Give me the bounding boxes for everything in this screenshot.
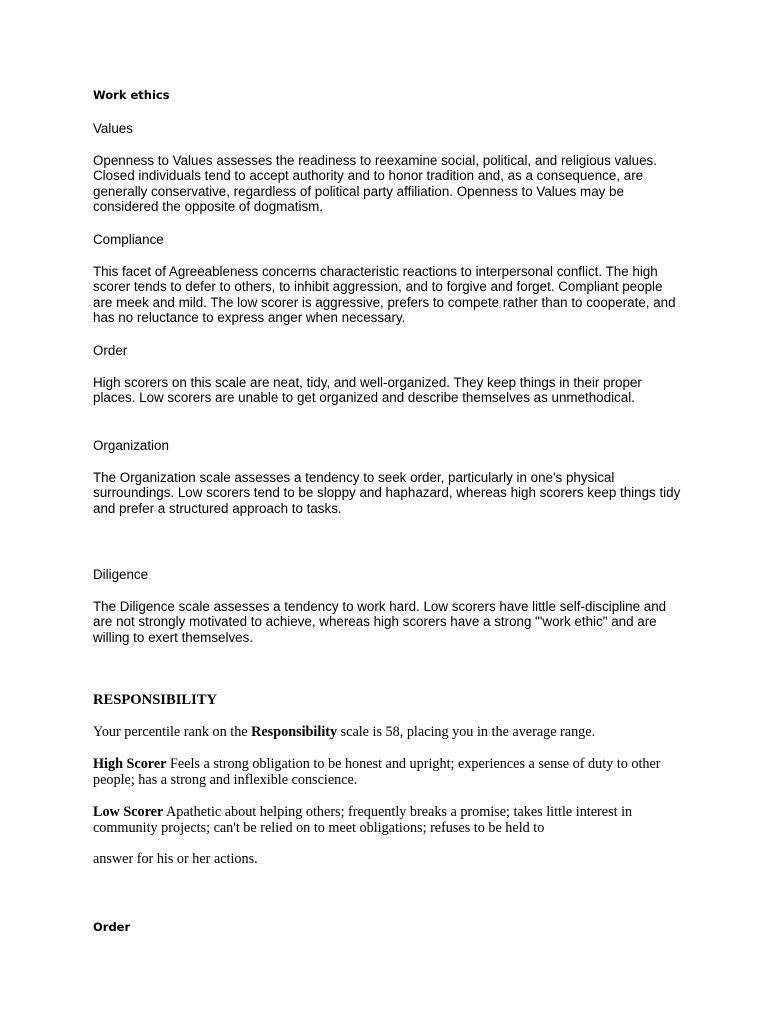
rank-prefix: Your percentile rank on the bbox=[93, 724, 252, 740]
diligence-heading: Diligence bbox=[93, 567, 149, 582]
diligence-paragraph: The Diligence scale assesses a tendency to work hard. Low scorers have little self-discipline and are not strongly motivated to achieve, whereas high scorers have a strong "'work ethic" and are willing to exert themselves. bbox=[93, 599, 667, 645]
rank-suffix: scale is 58, placing you in the average range. bbox=[337, 724, 596, 740]
high-scorer-label: High Scorer bbox=[93, 756, 167, 772]
order-paragraph: High scorers on this scale are neat, tidy, and well-organized. They keep things in their proper places. Low scorers are unable to get organized and describe themselves as unmethodical. bbox=[93, 375, 642, 406]
responsibility-heading: RESPONSIBILITY bbox=[93, 692, 218, 708]
high-scorer-paragraph bbox=[93, 757, 683, 789]
low-scorer-paragraph bbox=[93, 805, 683, 837]
organization-paragraph: The Organization scale assesses a tendency to seek order, particularly in one's physical surroundings. Low scorers tend to be sloppy and haphazard, whereas high scorers keep things tidy and prefer a structured approach to tasks. bbox=[93, 470, 681, 516]
organization-heading: Organization bbox=[93, 438, 169, 453]
order-heading-2: Order bbox=[93, 920, 131, 934]
document-title: Work ethics bbox=[93, 88, 170, 102]
values-paragraph: Openness to Values assesses the readiness to reexamine social, political, and religious values. Closed individuals tend to accept authority and to honor tradition and, as a consequence, are generally conservative, regardless of political party affiliation. Openness to Values may be considered the opposite of dogmatism. bbox=[93, 153, 657, 215]
compliance-heading: Compliance bbox=[93, 232, 164, 247]
compliance-paragraph: This facet of Agreeableness concerns characteristic reactions to interpersonal conflict. The high scorer tends to defer to others, to inhibit aggression, and to forgive and forget. Compliant people are meek and mild. The low scorer is aggressive, prefers to compete rather than to cooperate, and has no reluctance to express anger when necessary. bbox=[93, 264, 676, 326]
low-scorer-label: Low Scorer bbox=[93, 804, 164, 820]
order-heading: Order bbox=[93, 343, 128, 358]
low-scorer-text: Apathetic about helping others; frequently breaks a promise; takes little interest in community projects; can't be relied on to meet obligations; refuses to be held to bbox=[93, 804, 633, 836]
high-scorer-text: Feels a strong obligation to be honest and upright; experiences a sense of duty to other people; has a strong and inflexible conscience. bbox=[93, 756, 661, 788]
values-heading: Values bbox=[93, 121, 133, 136]
rank-scale-name: Responsibility bbox=[251, 724, 338, 740]
low-scorer-continuation: answer for his or her actions. bbox=[93, 851, 258, 867]
percentile-rank-text bbox=[93, 725, 683, 741]
